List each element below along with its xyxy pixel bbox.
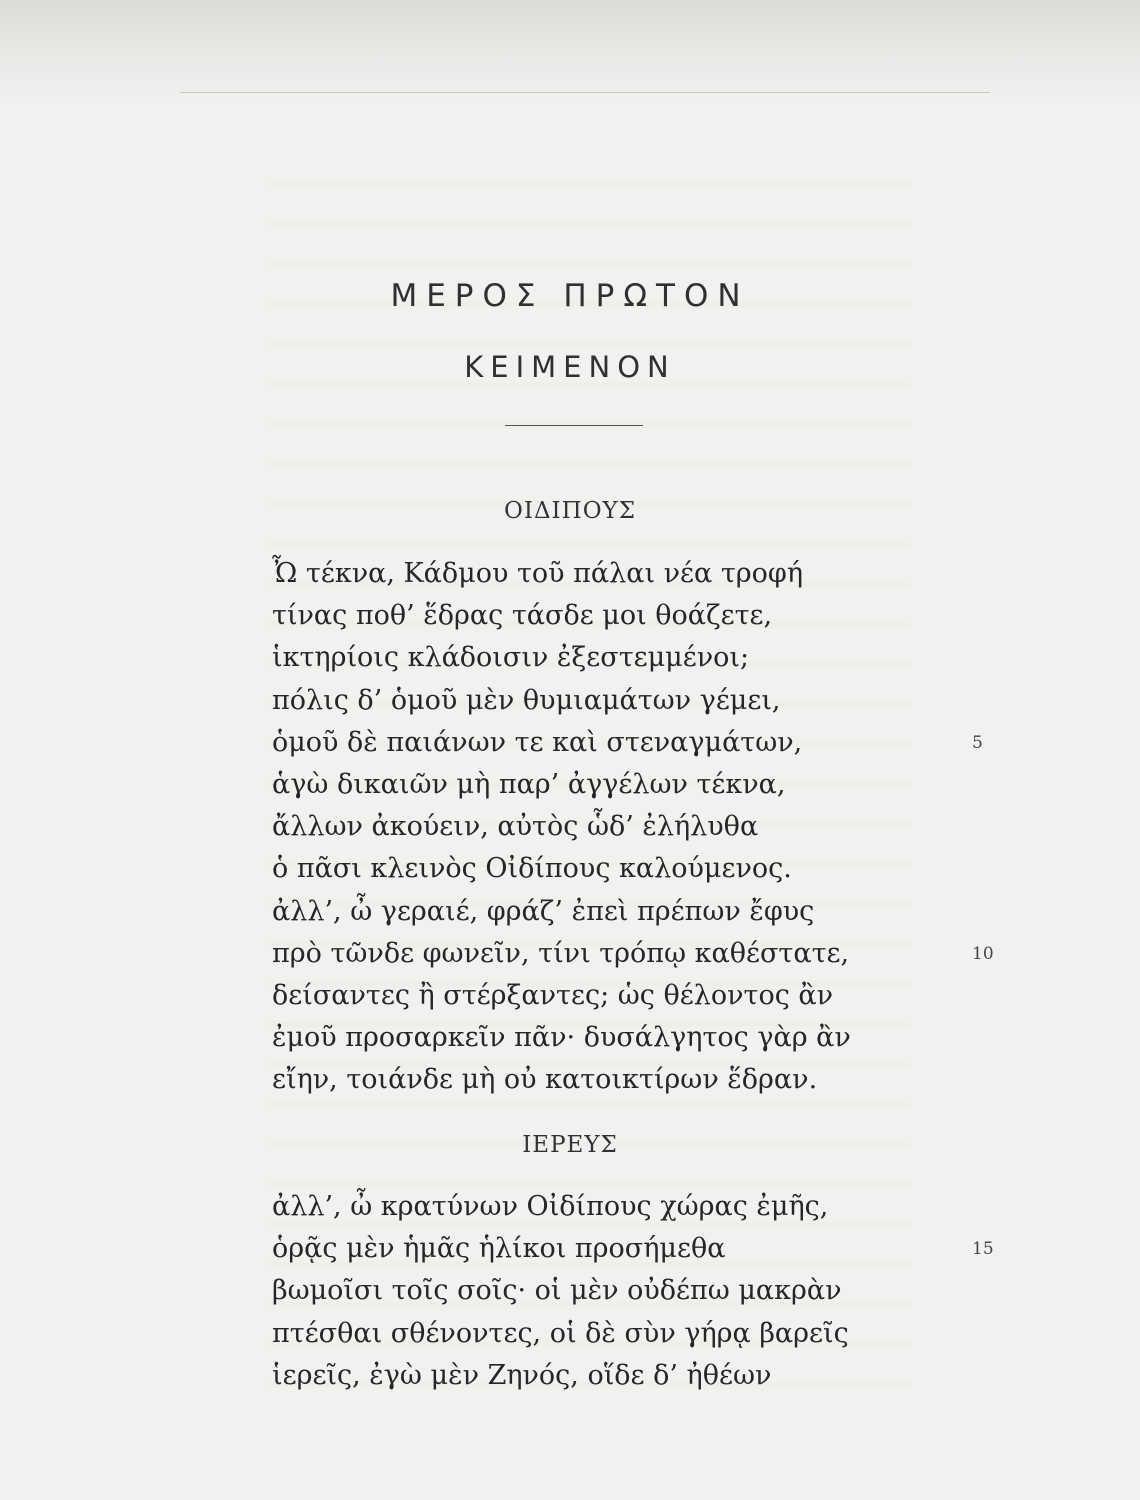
verse-text: δείσαντες ἢ στέρξαντες; ὡς θέλοντος ἂν: [272, 979, 834, 1011]
verse-line: [272, 1355, 1032, 1397]
verse-text: ὁ πᾶσι κλεινὸς Οἰδίπους καλούμενος.: [272, 853, 792, 885]
verse-text: πόλις δ’ ὁμοῦ μὲν θυμιαμάτων γέμει,: [272, 684, 781, 716]
verse-line: [272, 680, 1032, 722]
verse-line: [272, 848, 1032, 890]
verse-line: [272, 1017, 1032, 1059]
speech-priest: [272, 1186, 1032, 1397]
verse-line: [272, 975, 1032, 1017]
verse-text: ἱκτηρίοις κλάδοισιν ἐξεστεμμένοι;: [272, 642, 750, 674]
line-number: 10: [972, 943, 994, 964]
speaker-priest: ΙΕΡΕΥΣ: [522, 1132, 618, 1158]
verse-line: [272, 806, 1032, 848]
speech-oedipus: [272, 553, 1032, 1101]
verse-text: ὁμοῦ δὲ παιάνων τε καὶ στεναγμάτων,: [272, 726, 803, 758]
line-number: 5: [972, 732, 983, 753]
section-title: ΚΕΙΜΕΝΟΝ: [464, 350, 676, 384]
page-top-shadow: [0, 0, 1140, 105]
verse-text: πρὸ τῶνδε φωνεῖν, τίνι τρόπῳ καθέστατε,: [272, 937, 850, 969]
verse-line: [272, 1186, 1032, 1228]
verse-line: [272, 553, 1032, 595]
verse-text: εἴην, τοιάνδε μὴ οὐ κατοικτίρων ἕδραν.: [272, 1064, 818, 1096]
verse-text: ὁρᾷς μὲν ἡμᾶς ἡλίκοι προσήμεθα: [272, 1233, 726, 1265]
line-number: 15: [972, 1239, 994, 1260]
page-edge-line: [180, 92, 990, 93]
verse-line: [272, 1228, 1032, 1270]
verse-line: [272, 891, 1032, 933]
verse-text: Ὦ τέκνα, Κάδμου τοῦ πάλαι νέα τροφή: [272, 558, 804, 589]
verse-text: βωμοῖσι τοῖς σοῖς· οἱ μὲν οὐδέπω μακρὰν: [272, 1275, 842, 1307]
verse-text: ἀλλ’, ὦ κρατύνων Οἰδίπους χώρας ἐμῆς,: [272, 1191, 829, 1222]
verse-text: ἄλλων ἀκούειν, αὐτὸς ὧδ’ ἐλήλυθα: [272, 811, 759, 843]
verse-line: [272, 764, 1032, 806]
title-rule: [505, 425, 643, 426]
verse-text: πτέσθαι σθένοντες, οἱ δὲ σὺν γήρᾳ βαρεῖς: [272, 1317, 849, 1349]
verse-line: [272, 933, 1032, 975]
verse-line: [272, 595, 1032, 637]
speaker-oedipus: ΟΙΔΙΠΟΥΣ: [504, 498, 636, 524]
verse-line: [272, 637, 1032, 679]
verse-line: [272, 1313, 1032, 1355]
part-title: ΜΕΡΟΣ ΠΡΩΤΟΝ: [390, 278, 750, 314]
verse-text: τίνας ποθ’ ἕδρας τάσδε μοι θοάζετε,: [272, 600, 773, 632]
verse-text: ἱερεῖς, ἐγὼ μὲν Ζηνός, οἵδε δ’ ἠθέων: [272, 1359, 772, 1391]
verse-line: [272, 722, 1032, 764]
verse-text: ἁγὼ δικαιῶν μὴ παρ’ ἀγγέλων τέκνα,: [272, 768, 786, 800]
verse-line: [272, 1270, 1032, 1312]
verse-text: ἀλλ’, ὦ γεραιέ, φράζ’ ἐπεὶ πρέπων ἔφυς: [272, 895, 815, 927]
verse-text: ἐμοῦ προσαρκεῖν πᾶν· δυσάλγητος γὰρ ἂν: [272, 1022, 851, 1054]
verse-line: [272, 1059, 1032, 1101]
